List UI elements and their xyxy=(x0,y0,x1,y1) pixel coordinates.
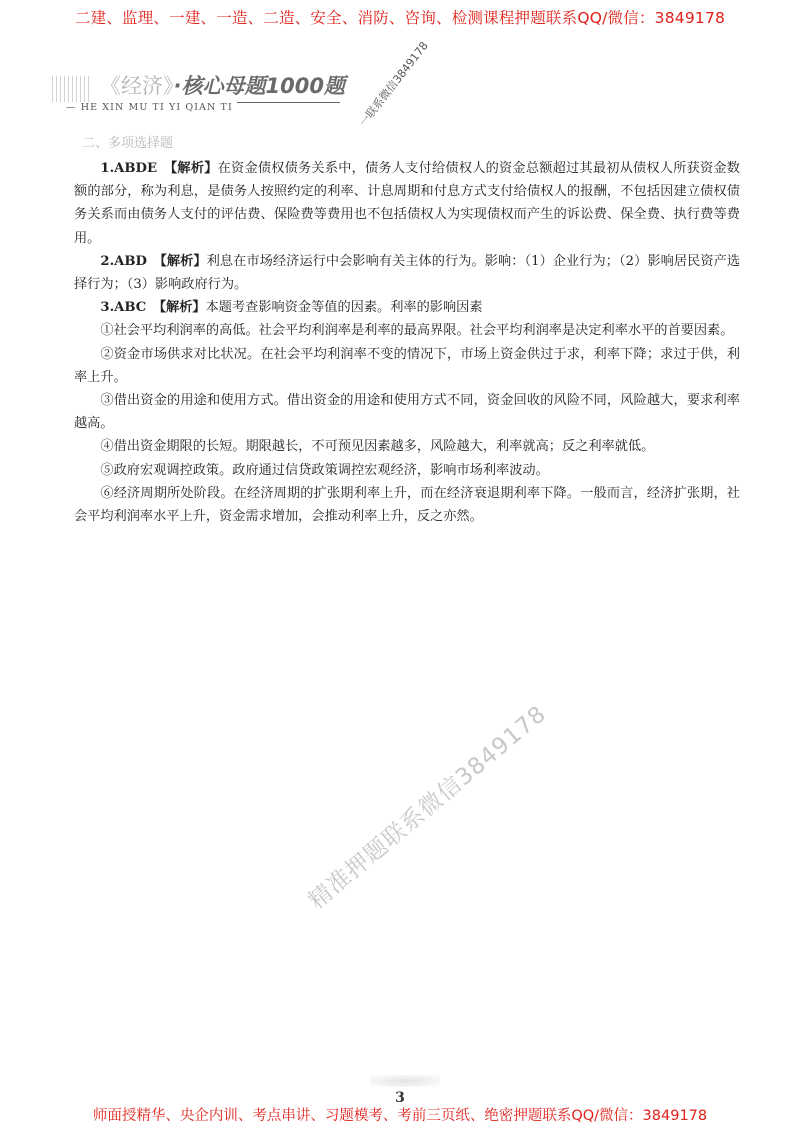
factor-item: ②资金市场供求对比状况。在社会平均利润率不变的情况下，市场上资金供过于求，利率下降；求过于供，利率上升。 xyxy=(74,346,740,385)
title-close-bracket: 》 xyxy=(163,74,174,98)
answer-text: 在资金债权债务关系中，债务人支付给债权人的资金总额超过其最初从债权人所获资金数额的部分，称为利息，是债务人按照约定的利率、计息周期和付息方式支付给债权人的报酬，不包括因建立债权债务关系而由债务人支付的评估费、保险费等费用也不包括债权人为实现债权而产生的诉讼费、保全费、执行费等费用。 xyxy=(74,161,740,246)
section-heading: 二、多项选择题 xyxy=(82,136,174,151)
header-decoration xyxy=(52,76,92,102)
answer-tag: 3.ABC 【解析】 xyxy=(100,300,206,316)
title-open-bracket: 《 xyxy=(100,74,121,98)
book-title xyxy=(100,70,345,100)
title-subtitle: ·核心母题1000题 xyxy=(173,74,345,98)
page-number: 3 xyxy=(395,1090,405,1106)
answer-1 xyxy=(74,157,740,250)
page-smudge xyxy=(370,1075,440,1087)
answer-content xyxy=(74,157,740,528)
watermark-small: 一联系微信3849178 xyxy=(356,39,431,130)
title-name: 经济 xyxy=(121,74,163,98)
answer-text: 本题考查影响资金等值的因素。利率的影响因素 xyxy=(205,300,483,316)
factor-item: ⑤政府宏观调控政策。政府通过信贷政策调控宏观经济，影响市场利率波动。 xyxy=(100,462,549,478)
answer-tag: 1.ABDE 【解析】 xyxy=(100,161,218,176)
answer-text: 利息在市场经济运行中会影响有关主体的行为。影响：（1）企业行为；（2）影响居民资产选择行为；（3）影响政府行为。 xyxy=(74,253,741,293)
factor-item: ④借出资金期限的长短。期限越长，不可预见因素越多，风险越大，利率就高；反之利率就低。 xyxy=(100,439,655,455)
answer-tag: 2.ABD 【解析】 xyxy=(100,253,207,269)
bottom-contact-banner: 师面授精华、央企内训、考点串讲、习题模考、考前三页纸、绝密押题联系QQ/微信：3849178 xyxy=(92,1108,708,1124)
factor-item: ③借出资金的用途和使用方式。借出资金的用途和使用方式不同，资金回收的风险不同，风险越大，要求利率越高。 xyxy=(74,393,740,432)
factor-item: ①社会平均利润率的高低。社会平均利润率是利率的最高界限。社会平均利润率是决定利率水平的首要因素。 xyxy=(100,323,734,339)
top-contact-banner: 二建、监理、一建、一造、二造、安全、消防、咨询、检测课程押题联系QQ/微信：3849178 xyxy=(74,9,726,27)
factor-item: ⑥经济周期所处阶段。在经济周期的扩张期利率上升，而在经济衰退期利率下降。一般而言，经济扩张期，社会平均利润率水平上升，资金需求增加，会推动利率上升，反之亦然。 xyxy=(74,485,740,525)
watermark-large: 精准押题联系微信3849178 xyxy=(303,700,552,915)
answer-2 xyxy=(74,250,740,296)
answer-3 xyxy=(74,296,740,319)
title-pinyin: — HE XIN MU TI YI QIAN TI xyxy=(66,102,237,113)
